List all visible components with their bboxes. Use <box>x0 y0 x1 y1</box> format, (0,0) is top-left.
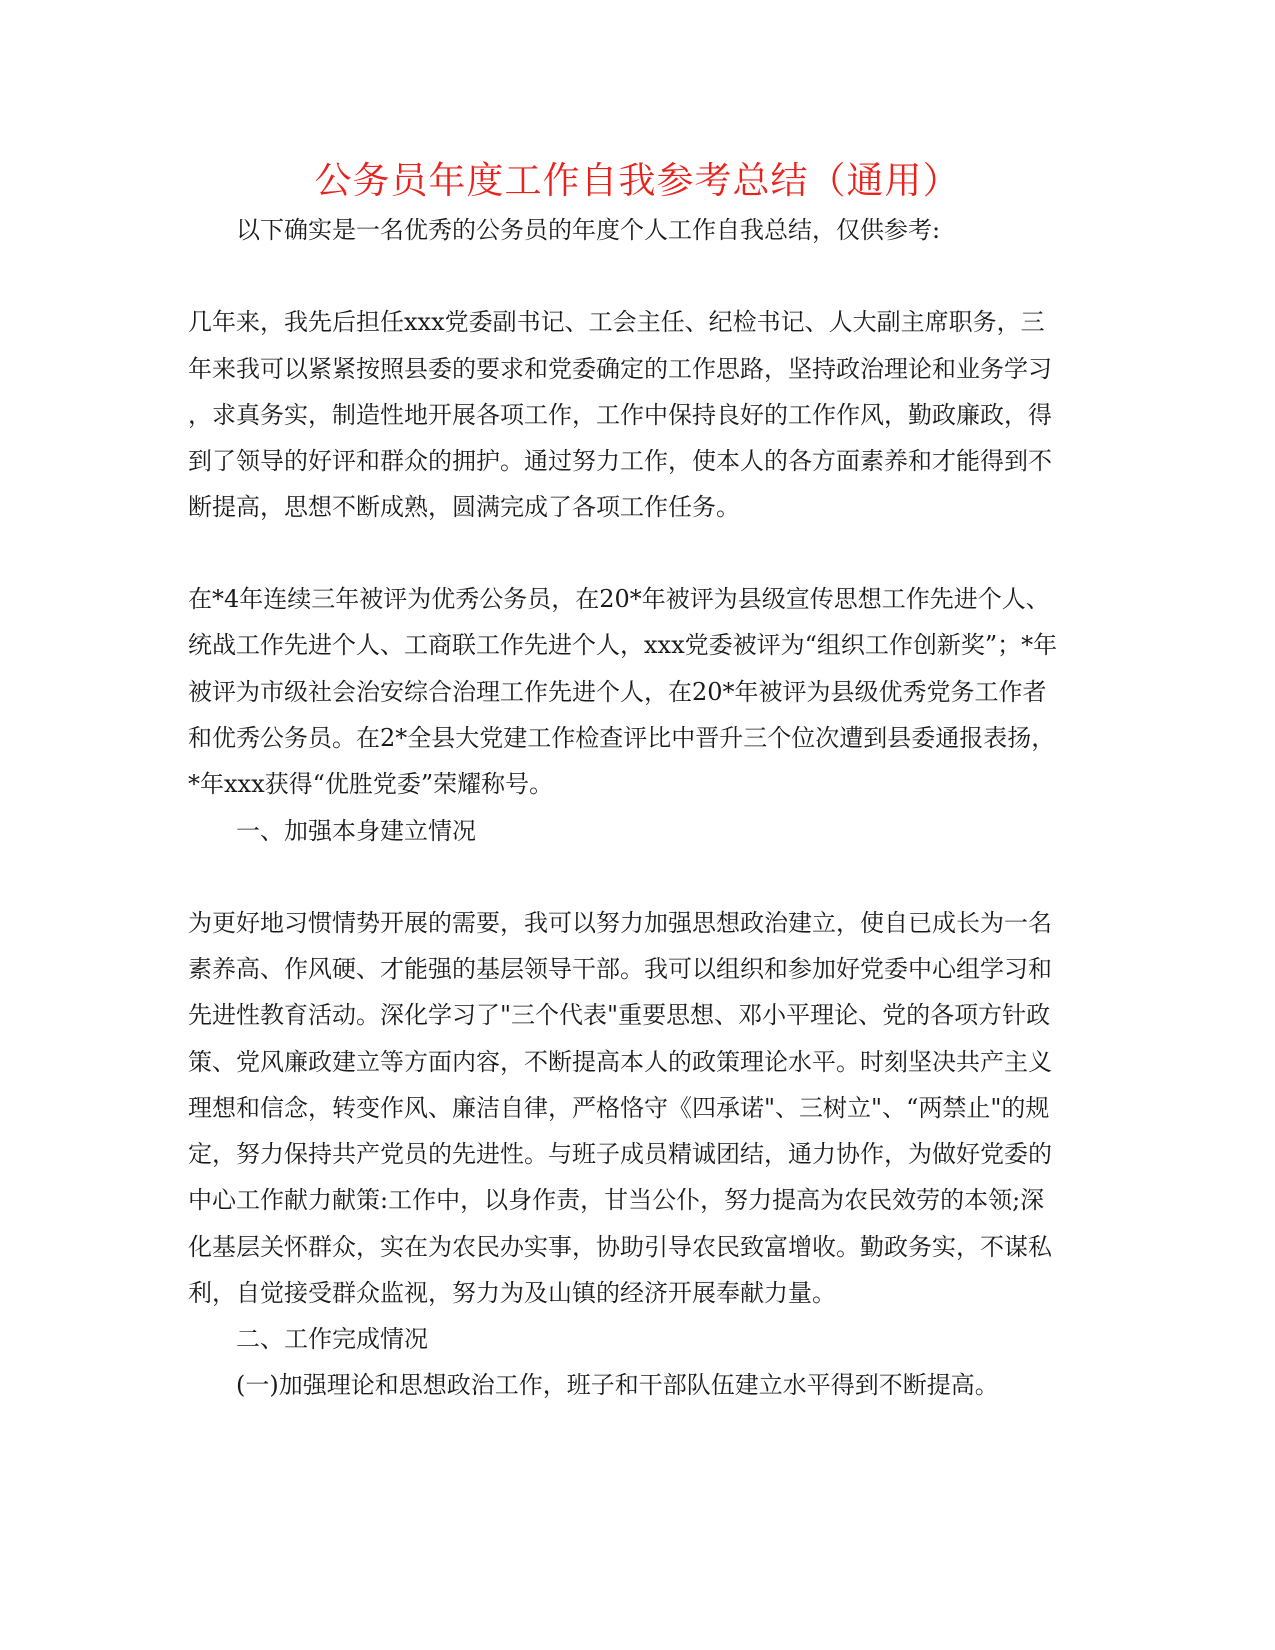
paragraph-2-line-5: *年xxx获得“优胜党委”荣耀称号。 <box>188 770 554 798</box>
paragraph-2-line-2: 统战工作先进个人、工商联工作先进个人，xxx党委被评为“组织工作创新奖”；*年 <box>188 631 1058 659</box>
paragraph-3-line-5: 理想和信念，转变作风、廉洁自律，严格恪守《四承诺"、三树立"、“两禁止"的规 <box>188 1094 1050 1122</box>
paragraph-3-line-1: 为更好地习惯情势开展的需要，我可以努力加强思想政治建立，使自已成长为一名 <box>188 909 1052 937</box>
section-heading-1: 一、加强本身建立情况 <box>236 817 476 845</box>
paragraph-3-line-8: 化基层关怀群众，实在为农民办实事，协助引导农民致富增收。勤政务实，不谋私 <box>188 1233 1052 1261</box>
section-heading-2: 二、工作完成情况 <box>236 1325 428 1353</box>
paragraph-2-line-3: 被评为市级社会治安综合治理工作先进个人，在20*年被评为县级优秀党务工作者 <box>188 678 1047 706</box>
paragraph-3-line-9: 利，自觉接受群众监视，努力为及山镇的经济开展奉献力量。 <box>188 1279 836 1307</box>
paragraph-1-line-3: ，求真务实，制造性地开展各项工作，工作中保持良好的工作作风，勤政廉政，得 <box>188 401 1052 429</box>
paragraph-1-line-2: 年来我可以紧紧按照县委的要求和党委确定的工作思路，坚持政治理论和业务学习 <box>188 355 1052 383</box>
subsection-heading-1: (一)加强理论和思想政治工作，班子和干部队伍建立水平得到不断提高。 <box>236 1371 999 1399</box>
paragraph-1-line-4: 到了领导的好评和群众的拥护。通过努力工作，使本人的各方面素养和才能得到不 <box>188 447 1052 475</box>
paragraph-2-line-1: 在*4年连续三年被评为优秀公务员，在20*年被评为县级宣传思想工作先进个人、 <box>188 585 1050 613</box>
paragraph-3-line-7: 中心工作献力献策:工作中，以身作责，甘当公仆，努力提高为农民效劳的本领;深 <box>188 1186 1045 1214</box>
intro-text: 以下确实是一名优秀的公务员的年度个人工作自我总结，仅供参考: <box>236 216 941 244</box>
paragraph-3-line-2: 素养高、作风硬、才能强的基层领导干部。我可以组织和参加好党委中心组学习和 <box>188 955 1052 983</box>
document-title: 公务员年度工作自我参考总结（通用） <box>314 159 961 202</box>
paragraph-3-line-4: 策、党风廉政建立等方面内容，不断提高本人的政策理论水平。时刻坚决共产主义 <box>188 1048 1052 1076</box>
paragraph-1-line-1: 几年来，我先后担任xxx党委副书记、工会主任、纪检书记、人大副主席职务，三 <box>188 308 1045 336</box>
paragraph-2-line-4: 和优秀公务员。在2*全县大党建工作检查评比中晋升三个位次遭到县委通报表扬， <box>188 724 1056 752</box>
paragraph-1-line-5: 断提高，思想不断成熟，圆满完成了各项工作任务。 <box>188 493 740 521</box>
paragraph-3-line-6: 定，努力保持共产党员的先进性。与班子成员精诚团结，通力协作，为做好党委的 <box>188 1140 1052 1168</box>
paragraph-3-line-3: 先进性教育活动。深化学习了"三个代表"重要思想、邓小平理论、党的各项方针政 <box>188 1001 1051 1029</box>
